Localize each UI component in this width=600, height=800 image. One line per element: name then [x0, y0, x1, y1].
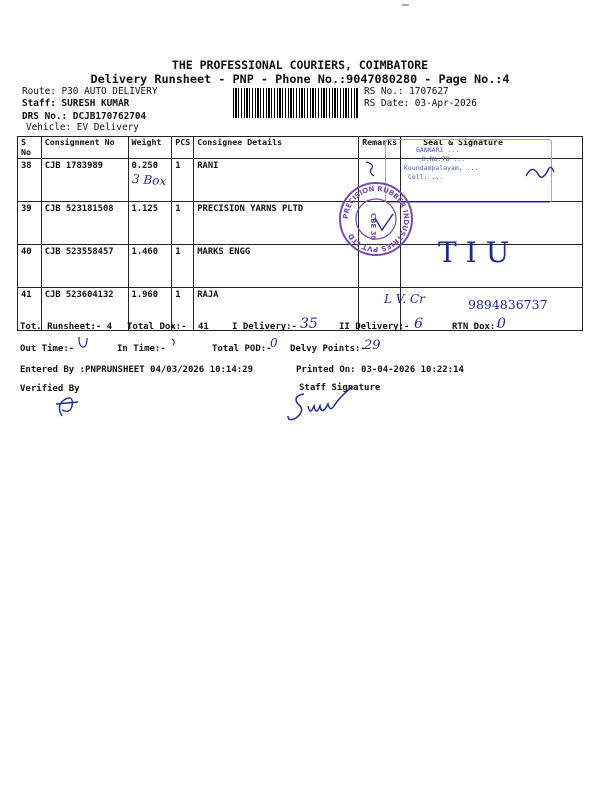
vehicle-info: Vehicle: EV Delivery — [26, 122, 139, 133]
row-consignment: CJB 523181508 — [41, 202, 128, 245]
verifier-signature — [52, 392, 84, 420]
printed-on: Printed On: 03-04-2026 10:22:14 — [296, 365, 464, 375]
signature-scribble — [524, 162, 556, 184]
handwritten-tick — [360, 158, 390, 182]
row-pcs: 1 — [172, 288, 194, 331]
row-weight: 1.960 — [128, 288, 172, 331]
signature-checkmark — [372, 212, 396, 234]
row-consignment: CJB 1783989 — [41, 159, 128, 202]
row-consignment: CJB 523558457 — [41, 245, 128, 288]
header-consignment: Consignment No — [41, 137, 128, 159]
rtn-dox-label: RTN Dox:- — [452, 322, 501, 332]
row-consignment: CJB 523604132 — [41, 288, 128, 331]
out-time-label: Out Time:- — [20, 344, 75, 354]
total-pod-value: 0 — [270, 336, 278, 350]
row-pcs: 1 — [172, 202, 194, 245]
in-time-label: In Time:- — [117, 344, 166, 354]
handwritten-phone-number: 9894836737 — [468, 297, 548, 312]
total-pod-label: Total POD:- — [212, 344, 272, 354]
out-time-mark — [76, 335, 90, 349]
row-consignee: PRECISION YARNS PLTD — [194, 202, 359, 245]
company-title: THE PROFESSIONAL COURIERS, COIMBATORE — [171, 58, 429, 72]
route-info: Route: P30 AUTO DELIVERY — [22, 86, 158, 97]
row-weight: 0.250 — [128, 159, 172, 202]
barcode — [233, 88, 358, 118]
row-pcs: 1 — [172, 159, 194, 202]
row-weight: 1.460 — [128, 245, 172, 288]
header-seal: Seal & Signature — [401, 137, 583, 159]
handwritten-tiu-note: TIU — [438, 236, 519, 269]
row-sno: 38 — [18, 159, 42, 202]
seal-line: Cell: ... — [408, 173, 444, 181]
scan-mark — [401, 2, 411, 8]
seal-line: Koundampalayam, ... — [404, 164, 479, 172]
row-consignee: RAJA — [194, 288, 359, 331]
header-consignee: Consignee Details — [194, 137, 359, 159]
row-sno: 39 — [18, 202, 42, 245]
in-time-mark — [169, 337, 179, 347]
row-consignee: RANI — [194, 159, 359, 202]
stamp-ring-text: PRECISION RUBBER INDUSTRIES PVT LTD — [341, 184, 411, 254]
total-dox-value: 41 — [198, 322, 209, 332]
row-weight: 1.125 — [128, 202, 172, 245]
handwritten-receiver-name: L V. Cr — [384, 292, 425, 306]
staff-info: Staff: SURESH KUMAR — [22, 98, 130, 109]
row-pcs: 1 — [172, 245, 194, 288]
delvy-points-value: 29 — [364, 338, 381, 353]
drs-number: DRS No.: DCJB170762704 — [22, 111, 147, 122]
seal-line: D.No.78 ... — [422, 155, 466, 163]
row-sno: 40 — [18, 245, 42, 288]
tot-runsheet: Tot. Runsheet:- 4 — [20, 322, 113, 332]
rtn-dox-value: 0 — [497, 316, 506, 332]
ii-delivery-label: II Delivery:- — [339, 322, 410, 332]
i-delivery-value: 35 — [300, 316, 318, 332]
rs-date: RS Date: 03-Apr-2026 — [364, 98, 477, 109]
stamp-code: CBE 30 — [369, 213, 377, 241]
verified-by-label: Verified By — [20, 384, 80, 394]
handwritten-box-note: 3 Box — [131, 171, 167, 189]
total-dox-label: Total Dox:- — [127, 322, 187, 332]
staff-signature-label: Staff Signature — [299, 383, 381, 393]
header-pcs: PCS — [172, 137, 194, 159]
row-sno: 41 — [18, 288, 42, 331]
ii-delivery-value: 6 — [414, 316, 423, 332]
delvy-points-label: Delvy Points:- — [290, 344, 366, 354]
rs-number: RS No.: 1707627 — [364, 86, 449, 97]
seal-line: BANNARI ... — [416, 146, 460, 154]
staff-signature — [286, 386, 358, 426]
i-delivery-label: I Delivery:- — [232, 322, 298, 332]
row-consignee: MARKS ENGG — [194, 245, 359, 288]
entered-by: Entered By :PNPRUNSHEET 04/03/2026 10:14:29 — [20, 365, 253, 375]
runsheet-subtitle: Delivery Runsheet - PNP - Phone No.:9047080280 - Page No.:4 — [90, 72, 510, 86]
header-remarks: Remarks — [359, 137, 401, 159]
header-weight: Weight — [128, 137, 172, 159]
header-sno: S No — [18, 137, 42, 159]
